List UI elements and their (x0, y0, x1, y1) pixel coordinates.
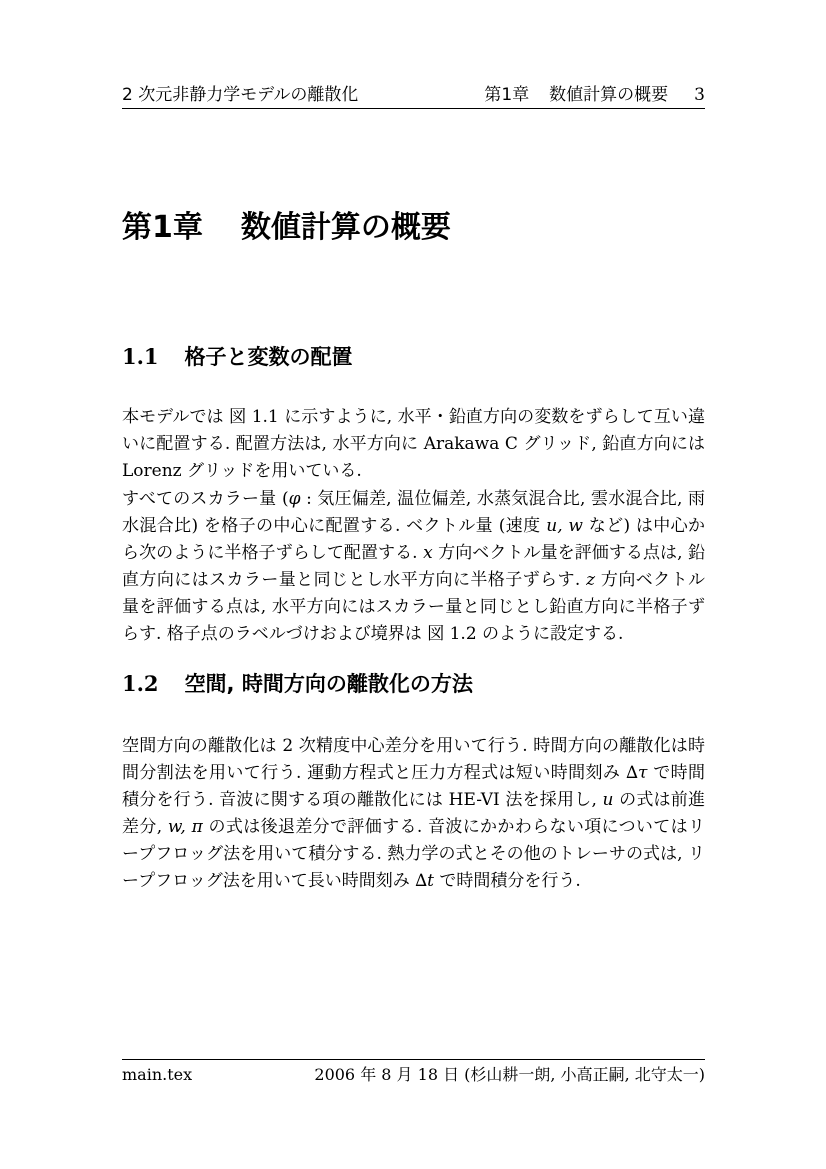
running-header-left-title: 2 次元非静力学モデルの離散化 (122, 85, 359, 105)
text-run: 方向ベクトル量を評価する点は, 鉛直方向にはスカラー量と同じとし水平方向に半格子ずらす. (122, 543, 706, 590)
math-inline: w, π (167, 817, 203, 837)
footer-rule (122, 1059, 705, 1060)
text-run: の式は後退差分で評価する. 音波にかかわらない項についてはリープフロッグ法を用いて積分する. 熱力学の式とその他のトレーサの式は, リープフロッグ法を用いて長い時間刻み (122, 817, 706, 891)
text-run: など) は中心から次のように半格子ずらして配置する. (122, 516, 705, 563)
chapter-title (122, 208, 705, 248)
math-inline: u (602, 790, 614, 810)
section-heading-1-1 (122, 342, 705, 372)
math-inline: x (423, 543, 433, 563)
text-run: 本モデルでは 図 1.1 に示すように, 水平・鉛直方向の変数をずらして互い違いに配置する. 配置方法は, 水平方向に Arakawa C グリッド, 鉛直方向には Lorenz グリッドを用いている. (122, 407, 705, 481)
paragraph (122, 404, 705, 485)
paragraph (122, 733, 705, 895)
math-inline: z (586, 570, 596, 590)
section-heading-1-2 (122, 669, 705, 699)
math-inline: φ (288, 489, 301, 509)
math-inline: ∆τ (626, 763, 648, 783)
text-run: : 気圧偏差, 温位偏差, 水蒸気混合比, 雲水混合比, 雨水混合比) を格子の中心に配置する. ベクトル量 (速度 (122, 489, 705, 536)
footer-date-authors: 2006 年 8 月 18 日 (杉山耕一朗, 小高正嗣, 北守太一) (314, 1065, 705, 1084)
running-header-chapter-title: 数値計算の概要 (549, 85, 669, 105)
text-run: で時間積分を行う. 音波に関する項の離散化には HE-VI 法を採用し, (122, 763, 706, 810)
running-header-page-number: 3 (694, 85, 705, 105)
text-run: の式は前進差分, (122, 790, 705, 837)
text-run: 空間方向の離散化は 2 次精度中心差分を用いて行う. 時間方向の離散化は時間分割法を用いて行う. 運動方程式と圧力方程式は短い時間刻み (122, 736, 705, 783)
paragraph (122, 486, 705, 648)
chapter-title-text: 数値計算の概要 (240, 210, 451, 245)
text-run: 方向ベクトル量を評価する点は, 水平方向にはスカラー量と同じとし鉛直方向に半格子ずらす. 格子点のラベルづけおよび境界は 図 1.2 のように設定する. (122, 570, 705, 644)
page-footer (122, 1063, 705, 1087)
section-number: 1.1 (122, 344, 159, 369)
text-run: で時間積分を行う. (433, 871, 581, 891)
footer-filename: main.tex (122, 1065, 193, 1084)
section-title-text: 格子と変数の配置 (184, 345, 353, 369)
running-header-chapter-label: 第1章 (484, 85, 530, 105)
math-inline: ∆t (415, 871, 434, 891)
running-header-right (484, 84, 705, 106)
header-rule (122, 108, 705, 109)
math-inline: u, w (546, 516, 583, 536)
section-title-text: 空間, 時間方向の離散化の方法 (184, 672, 473, 696)
chapter-number: 第1章 (122, 210, 203, 245)
text-run: すべてのスカラー量 ( (122, 489, 289, 509)
section-number: 1.2 (122, 671, 159, 696)
running-header (122, 84, 705, 106)
